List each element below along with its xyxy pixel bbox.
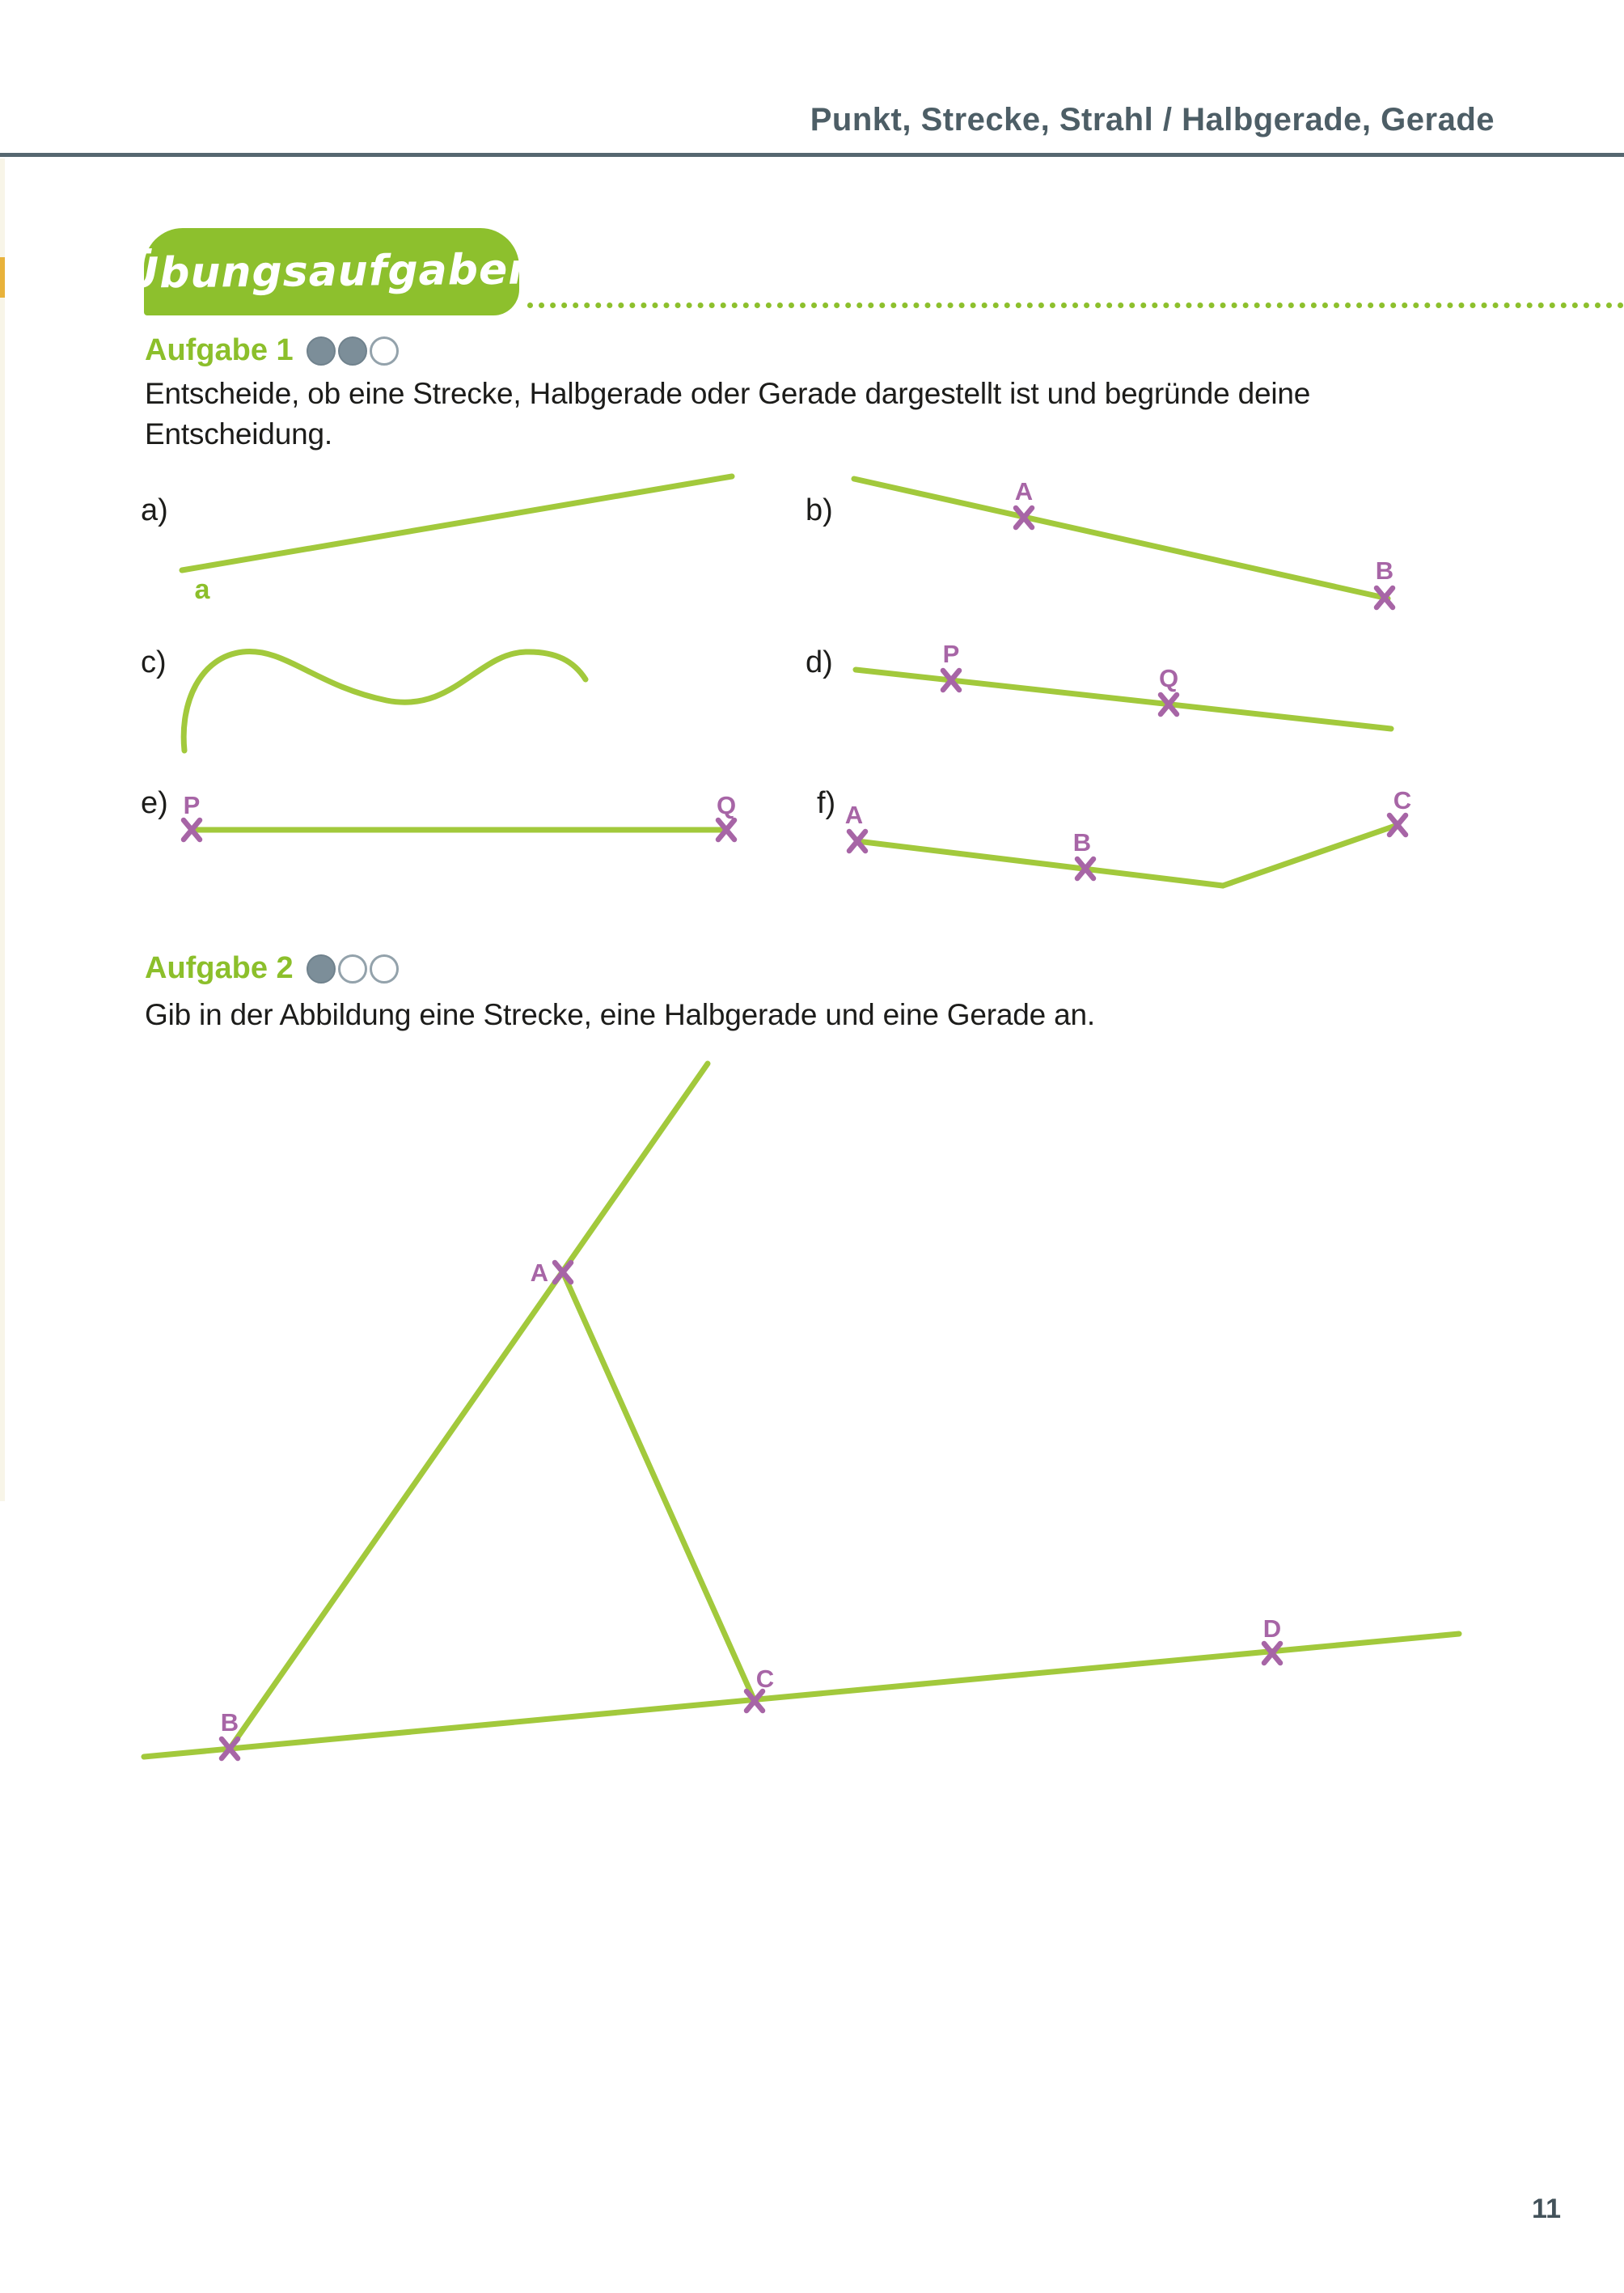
task2-title: Aufgabe 2: [145, 951, 294, 985]
task1-instruction-line2: Entscheidung.: [145, 417, 332, 451]
task2-point-A: A: [530, 1259, 548, 1287]
point-x-mark: [555, 1263, 571, 1282]
task1-instruction-line1: Entscheide, ob eine Strecke, Halbgerade oder Gerade dargestellt ist und begründe deine: [145, 377, 1311, 410]
figure-c-key: c): [141, 645, 167, 679]
difficulty-dot-empty: [370, 954, 399, 984]
left-edge-tab: [0, 257, 5, 298]
point-x-mark: [849, 831, 865, 851]
point-x-mark: [184, 820, 200, 840]
figure-f-point-B: B: [1072, 828, 1092, 857]
point-x-mark: [1016, 508, 1032, 527]
badge-label: Übungsaufgaben: [124, 245, 539, 298]
point-x-mark: [746, 1691, 763, 1711]
task2-gerade-line: [144, 1634, 1459, 1757]
figure-d: [856, 640, 1391, 729]
page-number: 11: [1532, 2194, 1561, 2224]
page-title: Punkt, Strecke, Strahl / Halbgerade, Gerade: [810, 102, 1495, 137]
task1-header: [145, 333, 399, 368]
header-rule: [0, 153, 1624, 157]
task1-title: Aufgabe 1: [145, 333, 294, 367]
task2-instruction: [145, 995, 1095, 1035]
figure-a-key: a): [141, 493, 168, 527]
task1-difficulty-dots: [307, 336, 399, 366]
figure-d-key: d): [806, 645, 833, 679]
figure-f: [845, 786, 1411, 886]
figure-f-point-A: A: [844, 801, 864, 829]
figure-a: [182, 476, 732, 605]
figure-e-point-Q: Q: [716, 791, 737, 819]
left-edge-strip: [0, 159, 5, 1501]
figure-task2: [144, 1064, 1459, 1758]
point-x-mark: [222, 1739, 238, 1758]
figure-d-point-Q: Q: [1158, 664, 1179, 692]
figure-b-key: b): [806, 493, 833, 527]
figure-c-curve: [184, 651, 586, 751]
figure-a-line-label: a: [194, 574, 210, 605]
figure-d-line: [856, 670, 1391, 729]
task2-point-C: C: [755, 1665, 775, 1693]
point-x-mark: [1077, 859, 1093, 878]
task2-difficulty-dots: [307, 954, 399, 984]
point-x-mark: [943, 671, 959, 690]
task2-strecke-line: [563, 1272, 755, 1701]
point-x-mark: [1377, 588, 1393, 607]
difficulty-dot-empty: [338, 954, 367, 984]
figure-d-point-P: P: [942, 640, 960, 668]
point-x-mark: [718, 820, 734, 840]
difficulty-dot-empty: [370, 336, 399, 366]
figure-e: [184, 791, 736, 840]
task2-header: [145, 951, 399, 986]
figure-b: [854, 477, 1394, 607]
figure-b-point-A: A: [1014, 477, 1034, 506]
figure-c: [184, 651, 586, 751]
figure-a-line: [182, 476, 732, 570]
difficulty-dot-filled: [307, 336, 336, 366]
dotted-divider: [527, 302, 1624, 308]
task1-instruction: [145, 374, 1310, 455]
figure-f-point-C: C: [1393, 786, 1412, 814]
figure-e-key: e): [141, 786, 168, 820]
figure-f-polyline: [857, 825, 1398, 886]
figure-b-line: [854, 479, 1388, 599]
figure-e-point-P: P: [183, 791, 201, 819]
task2-point-D: D: [1262, 1614, 1282, 1643]
difficulty-dot-filled: [307, 954, 336, 984]
figure-f-key: f): [817, 786, 836, 820]
task2-instruction-line1: Gib in der Abbildung eine Strecke, eine Halbgerade und eine Gerade an.: [145, 998, 1095, 1031]
figure-b-point-B: B: [1375, 556, 1394, 585]
uebungsaufgaben-badge: [124, 228, 539, 315]
difficulty-dot-filled: [338, 336, 367, 366]
task2-point-B: B: [220, 1708, 239, 1737]
point-x-mark: [1161, 695, 1177, 714]
point-x-mark: [1389, 815, 1406, 835]
point-x-mark: [1264, 1644, 1280, 1663]
task2-halbgerade-line: [230, 1064, 708, 1749]
